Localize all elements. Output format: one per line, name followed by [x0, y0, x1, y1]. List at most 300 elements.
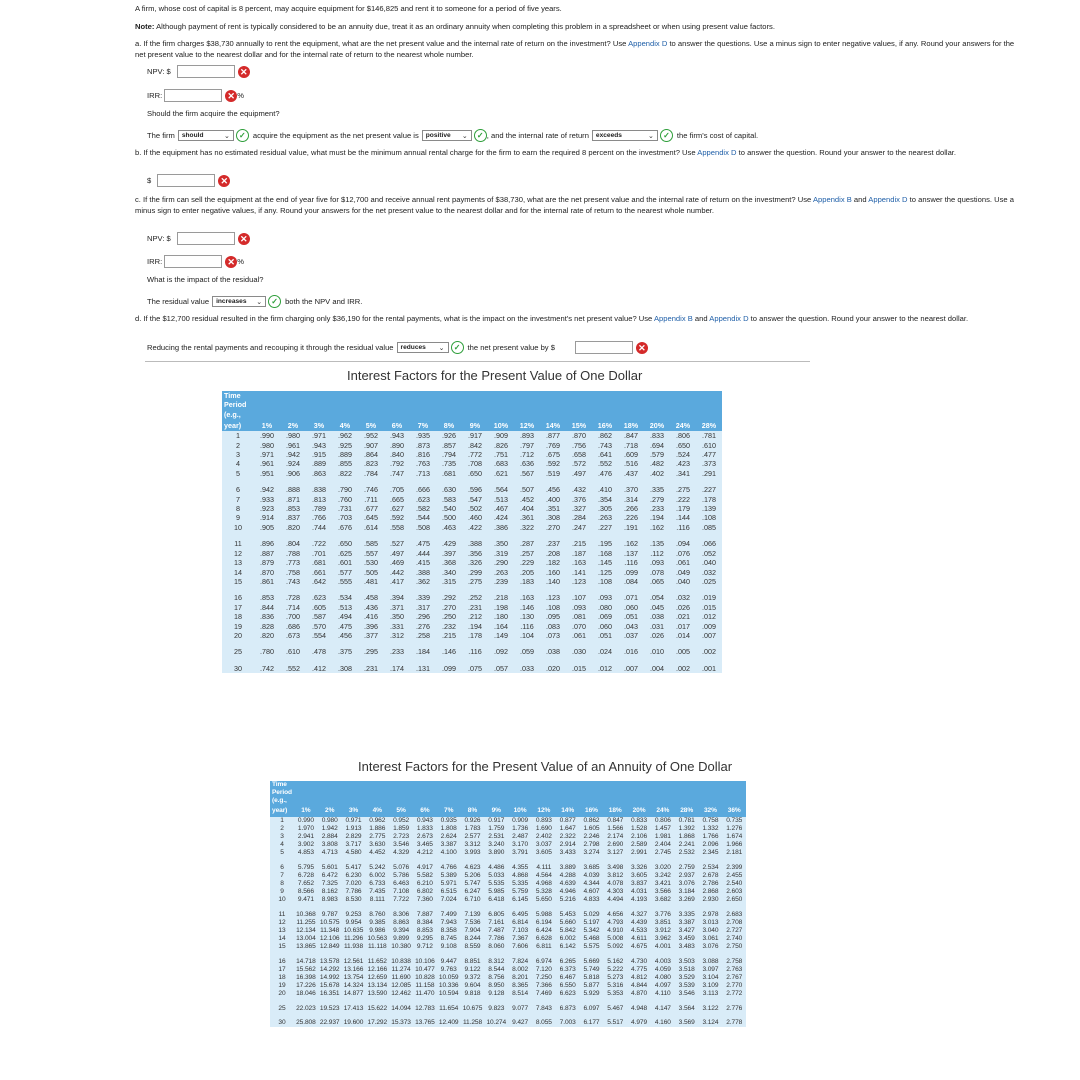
- factor-cell: .017: [670, 622, 696, 631]
- factor-cell: .371: [384, 603, 410, 612]
- period-cell: 7: [270, 872, 294, 880]
- column-header: 36%: [722, 806, 746, 817]
- factor-cell: 2.758: [722, 958, 746, 966]
- factor-cell: 7.139: [461, 911, 485, 919]
- factor-cell: .215: [566, 539, 592, 548]
- question-c-text: c. If the firm can sell the equipment at the end of year five for $12,700 and receive annual rent payments of $38,730, what are the net present value and the internal rate of return on the investment? Use: [135, 195, 813, 204]
- factor-cell: .116: [514, 622, 540, 631]
- factor-cell: .585: [358, 539, 384, 548]
- npv-label: NPV: $: [147, 67, 171, 76]
- factor-cell: .436: [358, 603, 384, 612]
- irr-a-input[interactable]: [164, 89, 222, 102]
- factor-cell: 11.470: [413, 990, 437, 998]
- factor-cell: .722: [306, 539, 332, 548]
- factor-cell: .980: [280, 431, 306, 440]
- factor-cell: .705: [384, 485, 410, 494]
- factor-cell: 9.128: [484, 990, 508, 998]
- table-row: [270, 982, 746, 990]
- factor-cell: .354: [592, 495, 618, 504]
- period-cell: 16: [222, 593, 254, 602]
- factor-cell: .021: [670, 612, 696, 621]
- factor-cell: .840: [384, 450, 410, 459]
- factor-cell: .813: [306, 495, 332, 504]
- factor-cell: 3.717: [342, 841, 366, 849]
- table-row: [222, 612, 722, 621]
- factor-cell: 1.981: [651, 833, 675, 841]
- factor-cell: .054: [644, 593, 670, 602]
- factor-cell: .004: [644, 664, 670, 673]
- factor-cell: 3.061: [699, 935, 723, 943]
- factor-cell: 2.708: [722, 919, 746, 927]
- factor-cell: .804: [280, 539, 306, 548]
- factor-cell: 10.828: [413, 974, 437, 982]
- factor-cell: 12.561: [342, 958, 366, 966]
- factor-cell: 2.322: [556, 833, 580, 841]
- spacer-cell: [222, 640, 722, 647]
- factor-cell: 11.255: [294, 919, 318, 927]
- factor-cell: 4.160: [651, 1019, 675, 1027]
- factor-cell: 6.811: [532, 943, 556, 951]
- factor-cell: .141: [566, 568, 592, 577]
- factor-cell: 10.106: [413, 958, 437, 966]
- rental-charge-input[interactable]: [157, 174, 215, 187]
- factor-cell: .923: [254, 504, 280, 513]
- column-header: 7%: [437, 806, 461, 817]
- factor-cell: 8.244: [461, 935, 485, 943]
- factor-cell: 5.795: [294, 864, 318, 872]
- factor-cell: .469: [384, 558, 410, 567]
- factor-cell: 7.161: [484, 919, 508, 927]
- percent-label: %: [237, 257, 244, 266]
- factor-cell: 3.312: [461, 841, 485, 849]
- factor-cell: .467: [488, 504, 514, 513]
- factor-cell: 5.468: [580, 935, 604, 943]
- npv-sign-select-value: positive: [425, 132, 451, 139]
- table-row: [270, 943, 746, 951]
- factor-cell: 8.756: [484, 974, 508, 982]
- factor-cell: .971: [306, 431, 332, 440]
- factor-cell: 2.540: [722, 880, 746, 888]
- table-row: [222, 513, 722, 522]
- factor-cell: 1.766: [699, 833, 723, 841]
- factor-cell: .299: [462, 568, 488, 577]
- factor-cell: .942: [254, 485, 280, 494]
- factor-cell: 2.763: [722, 966, 746, 974]
- should-select[interactable]: [178, 130, 234, 141]
- factor-cell: 3.274: [580, 849, 604, 857]
- factor-cell: 12.166: [365, 966, 389, 974]
- percent-label: %: [237, 91, 244, 100]
- factor-cell: .026: [670, 603, 696, 612]
- factor-cell: 7.652: [294, 880, 318, 888]
- factor-cell: .386: [488, 523, 514, 532]
- group-spacer: [222, 478, 722, 485]
- chevron-down-icon: ⌄: [461, 132, 468, 140]
- should-select-value: should: [181, 132, 204, 139]
- factor-cell: .308: [332, 664, 358, 673]
- factor-cell: .252: [462, 593, 488, 602]
- factor-cell: .907: [358, 441, 384, 450]
- chevron-down-icon: ⌄: [223, 132, 230, 140]
- factor-cell: 10.675: [461, 1005, 485, 1013]
- factor-cell: .073: [540, 631, 566, 640]
- factor-cell: 5.328: [532, 888, 556, 896]
- factor-cell: .373: [696, 459, 722, 468]
- table-row: [222, 495, 722, 504]
- factor-cell: 4.656: [603, 911, 627, 919]
- factor-cell: .743: [592, 441, 618, 450]
- group-spacer: [222, 657, 722, 664]
- factor-cell: .339: [410, 593, 436, 602]
- factor-cell: 8.530: [342, 896, 366, 904]
- factor-cell: 3.776: [651, 911, 675, 919]
- factor-cell: 5.669: [580, 958, 604, 966]
- factor-cell: .037: [618, 631, 644, 640]
- factor-cell: 5.008: [603, 935, 627, 943]
- decision-text-4: the firm's cost of capital.: [676, 131, 759, 140]
- table-row: [222, 622, 722, 631]
- factor-cell: .275: [462, 577, 488, 586]
- factor-cell: 14.094: [389, 1005, 413, 1013]
- factor-cell: .195: [592, 539, 618, 548]
- factor-cell: 4.078: [603, 880, 627, 888]
- period-cell: 30: [222, 664, 254, 673]
- factor-cell: 3.020: [651, 864, 675, 872]
- factor-cell: .351: [540, 504, 566, 513]
- factor-cell: 11.296: [342, 935, 366, 943]
- factor-cell: .760: [332, 495, 358, 504]
- period-cell: 30: [270, 1019, 294, 1027]
- factor-cell: 9.447: [437, 958, 461, 966]
- factor-cell: .756: [566, 441, 592, 450]
- factor-cell: .524: [670, 450, 696, 459]
- factor-cell: .552: [592, 459, 618, 468]
- factor-cell: 9.986: [365, 927, 389, 935]
- irr-compare-select[interactable]: [592, 130, 658, 141]
- factor-cell: 1.674: [722, 833, 746, 841]
- factor-cell: .658: [566, 450, 592, 459]
- question-a: [135, 39, 1015, 60]
- factor-cell: .184: [410, 647, 436, 656]
- table-row: [270, 966, 746, 974]
- factor-cell: 2.399: [722, 864, 746, 872]
- factor-cell: 5.575: [580, 943, 604, 951]
- irr-label: IRR:: [147, 91, 163, 100]
- period-cell: 14: [222, 568, 254, 577]
- factor-cell: 4.968: [532, 880, 556, 888]
- factor-cell: .806: [670, 431, 696, 440]
- factor-cell: .743: [280, 577, 306, 586]
- factor-cell: .758: [280, 568, 306, 577]
- factor-cell: .864: [358, 450, 384, 459]
- factor-cell: 3.791: [508, 849, 532, 857]
- factor-cell: 2.775: [365, 833, 389, 841]
- factor-cell: .370: [618, 485, 644, 494]
- header-row: [222, 400, 722, 409]
- factor-cell: .890: [384, 441, 410, 450]
- factor-cell: .924: [280, 459, 306, 468]
- factor-cell: 0.862: [580, 817, 604, 825]
- appendix-b-link[interactable]: Appendix B: [812, 195, 852, 204]
- incorrect-icon: ✕: [218, 175, 230, 187]
- table-row: [270, 958, 746, 966]
- factor-cell: 3.685: [580, 864, 604, 872]
- factor-cell: 9.471: [294, 896, 318, 904]
- factor-cell: .712: [514, 450, 540, 459]
- factor-cell: .873: [410, 441, 436, 450]
- factor-cell: .558: [384, 523, 410, 532]
- factor-cell: 10.336: [437, 982, 461, 990]
- factor-cell: .183: [514, 577, 540, 586]
- factor-cell: .677: [358, 504, 384, 513]
- factor-cell: 4.111: [532, 864, 556, 872]
- factor-cell: .362: [410, 577, 436, 586]
- factor-cell: 4.639: [556, 880, 580, 888]
- factor-cell: 9.108: [437, 943, 461, 951]
- factor-cell: 3.097: [699, 966, 723, 974]
- factor-cell: .016: [618, 647, 644, 656]
- factor-cell: .887: [254, 549, 280, 558]
- pva-table-title: Interest Factors for the Present Value of an Annuity of One Dollar: [358, 759, 733, 774]
- factor-cell: .751: [488, 450, 514, 459]
- factor-cell: .205: [514, 568, 540, 577]
- npv-a-input[interactable]: [177, 65, 235, 78]
- factor-cell: 0.806: [651, 817, 675, 825]
- factor-cell: 6.002: [556, 935, 580, 943]
- factor-cell: 11.652: [365, 958, 389, 966]
- period-cell: 19: [270, 982, 294, 990]
- impact-question: What is the impact of the residual?: [147, 275, 264, 284]
- factor-cell: .925: [332, 441, 358, 450]
- factor-cell: 4.486: [484, 864, 508, 872]
- factor-cell: 2.603: [722, 888, 746, 896]
- factor-cell: 8.863: [389, 919, 413, 927]
- factor-cell: .456: [332, 631, 358, 640]
- factor-cell: .836: [254, 612, 280, 621]
- factor-cell: 7.367: [508, 935, 532, 943]
- factor-cell: 6.495: [508, 911, 532, 919]
- factor-cell: .422: [462, 523, 488, 532]
- factor-cell: .645: [358, 513, 384, 522]
- factor-cell: 6.974: [532, 958, 556, 966]
- factor-cell: .847: [618, 431, 644, 440]
- factor-cell: .191: [618, 523, 644, 532]
- header-label: Period: [270, 789, 746, 797]
- factor-cell: 10.059: [437, 974, 461, 982]
- column-header: 5%: [389, 806, 413, 817]
- table-row: [270, 841, 746, 849]
- question-d-answer: [147, 341, 648, 354]
- factor-cell: 25.808: [294, 1019, 318, 1027]
- appendix-d-link[interactable]: Appendix D: [697, 148, 737, 157]
- factor-cell: .476: [592, 469, 618, 478]
- factor-cell: 10.274: [484, 1019, 508, 1027]
- npv-sign-select[interactable]: [422, 130, 472, 141]
- factor-cell: .534: [332, 593, 358, 602]
- factor-cell: .701: [306, 549, 332, 558]
- factor-cell: .502: [462, 504, 488, 513]
- factor-cell: 2.829: [342, 833, 366, 841]
- factor-cell: 1.868: [675, 833, 699, 841]
- factor-cell: .368: [436, 558, 462, 567]
- table-row: [222, 603, 722, 612]
- factor-cell: .375: [332, 647, 358, 656]
- period-cell: 16: [270, 958, 294, 966]
- factor-cell: .681: [436, 469, 462, 478]
- period-cell: 6: [270, 864, 294, 872]
- factor-cell: .131: [410, 664, 436, 673]
- factor-cell: .040: [670, 577, 696, 586]
- period-cell: 11: [222, 539, 254, 548]
- header-label: year): [222, 419, 254, 431]
- header-label: Time: [270, 781, 746, 789]
- factor-cell: .711: [358, 495, 384, 504]
- factor-cell: 6.814: [508, 919, 532, 927]
- factor-cell: 5.453: [556, 911, 580, 919]
- factor-cell: 5.222: [603, 966, 627, 974]
- factor-cell: 5.929: [580, 990, 604, 998]
- factor-cell: 1.392: [675, 825, 699, 833]
- factor-cell: 4.868: [508, 872, 532, 880]
- factor-cell: .416: [358, 612, 384, 621]
- factor-cell: .650: [332, 539, 358, 548]
- factor-cell: 8.745: [437, 935, 461, 943]
- column-header: 18%: [618, 419, 644, 431]
- table-row: [270, 911, 746, 919]
- factor-cell: .388: [462, 539, 488, 548]
- factor-cell: .279: [644, 495, 670, 504]
- factor-cell: .015: [566, 664, 592, 673]
- factor-cell: .961: [280, 441, 306, 450]
- factor-cell: 6.802: [413, 888, 437, 896]
- factor-cell: .417: [384, 577, 410, 586]
- table-row: [270, 927, 746, 935]
- factor-cell: 2.723: [389, 833, 413, 841]
- factor-cell: 2.246: [580, 833, 604, 841]
- factor-cell: 3.630: [365, 841, 389, 849]
- period-cell: 7: [222, 495, 254, 504]
- factor-cell: 7.943: [437, 919, 461, 927]
- factor-cell: .026: [644, 631, 670, 640]
- header-row: [270, 797, 746, 805]
- period-cell: 5: [270, 849, 294, 857]
- table-row: [222, 450, 722, 459]
- npv-impact-select[interactable]: [397, 342, 449, 353]
- irr-c-input[interactable]: [164, 255, 222, 268]
- factor-cell: 1.759: [484, 825, 508, 833]
- question-a-instructions: to answer the questions. Use a minus sign to enter negative values, if any. Round your answers for the net present value to the nearest dollar and for the internal rate of return to the nearest whole number.: [135, 39, 1015, 59]
- column-header: 5%: [358, 419, 384, 431]
- factor-cell: .500: [436, 513, 462, 522]
- factor-cell: 12.849: [318, 943, 342, 951]
- factor-cell: 2.914: [556, 841, 580, 849]
- factor-cell: 7.499: [437, 911, 461, 919]
- factor-cell: .686: [280, 622, 306, 631]
- factor-cell: 6.728: [294, 872, 318, 880]
- factor-cell: .642: [306, 577, 332, 586]
- factor-cell: .917: [462, 431, 488, 440]
- factor-cell: .781: [696, 431, 722, 440]
- factor-cell: 1.942: [318, 825, 342, 833]
- appendix-d-link[interactable]: Appendix D: [709, 314, 749, 323]
- factor-cell: .519: [540, 469, 566, 478]
- factor-cell: 14.324: [342, 982, 366, 990]
- npv-a-row: [147, 65, 250, 78]
- factor-cell: 0.758: [699, 817, 723, 825]
- factor-cell: 8.760: [365, 911, 389, 919]
- appendix-b-link[interactable]: Appendix B: [653, 314, 693, 323]
- factor-cell: 0.990: [294, 817, 318, 825]
- factor-cell: .567: [514, 469, 540, 478]
- factor-cell: 8.384: [413, 919, 437, 927]
- factor-cell: .943: [384, 431, 410, 440]
- factor-cell: 3.605: [627, 872, 651, 880]
- factor-cell: 4.080: [651, 974, 675, 982]
- factor-cell: 9.712: [413, 943, 437, 951]
- factor-cell: .025: [696, 577, 722, 586]
- table-row: [222, 441, 722, 450]
- period-cell: 10: [222, 523, 254, 532]
- incorrect-icon: ✕: [225, 90, 237, 102]
- residual-effect-select[interactable]: [212, 296, 266, 307]
- factor-cell: .962: [332, 431, 358, 440]
- npv-change-input[interactable]: [575, 341, 633, 354]
- group-spacer: [222, 532, 722, 539]
- period-cell: 9: [270, 888, 294, 896]
- factor-cell: 1.966: [722, 841, 746, 849]
- npv-c-input[interactable]: [177, 232, 235, 245]
- factor-cell: .116: [670, 523, 696, 532]
- factor-cell: .980: [254, 441, 280, 450]
- question-b-instructions: to answer the question. Round your answer to the nearest dollar.: [736, 148, 957, 157]
- question-c-decision: [147, 295, 362, 308]
- factor-cell: 6.247: [461, 888, 485, 896]
- appendix-d-link[interactable]: Appendix D: [868, 195, 908, 204]
- factor-cell: 4.212: [413, 849, 437, 857]
- period-cell: 25: [270, 1005, 294, 1013]
- factor-cell: .700: [280, 612, 306, 621]
- factor-cell: 4.853: [294, 849, 318, 857]
- factor-cell: .080: [592, 603, 618, 612]
- factor-cell: .557: [358, 549, 384, 558]
- factor-cell: 2.930: [699, 896, 723, 904]
- factor-cell: .093: [592, 593, 618, 602]
- factor-cell: 7.108: [389, 888, 413, 896]
- factor-cell: .270: [540, 523, 566, 532]
- table-row: [270, 825, 746, 833]
- factor-cell: .084: [618, 577, 644, 586]
- factor-cell: .676: [332, 523, 358, 532]
- factor-cell: 19.600: [342, 1019, 366, 1027]
- factor-cell: .943: [306, 441, 332, 450]
- factor-cell: .099: [436, 664, 462, 673]
- factor-cell: 3.539: [675, 982, 699, 990]
- factor-cell: 2.534: [699, 864, 723, 872]
- period-cell: 12: [270, 919, 294, 927]
- factor-cell: .015: [696, 603, 722, 612]
- factor-cell: 8.201: [508, 974, 532, 982]
- factor-cell: 8.306: [389, 911, 413, 919]
- factor-cell: 2.624: [437, 833, 461, 841]
- factor-cell: .609: [618, 450, 644, 459]
- period-cell: 18: [222, 612, 254, 621]
- factor-cell: 4.766: [437, 864, 461, 872]
- factor-cell: 2.241: [675, 841, 699, 849]
- factor-cell: .257: [514, 549, 540, 558]
- factor-cell: 9.427: [508, 1019, 532, 1027]
- appendix-d-link[interactable]: Appendix D: [628, 39, 668, 48]
- factor-cell: 4.917: [413, 864, 437, 872]
